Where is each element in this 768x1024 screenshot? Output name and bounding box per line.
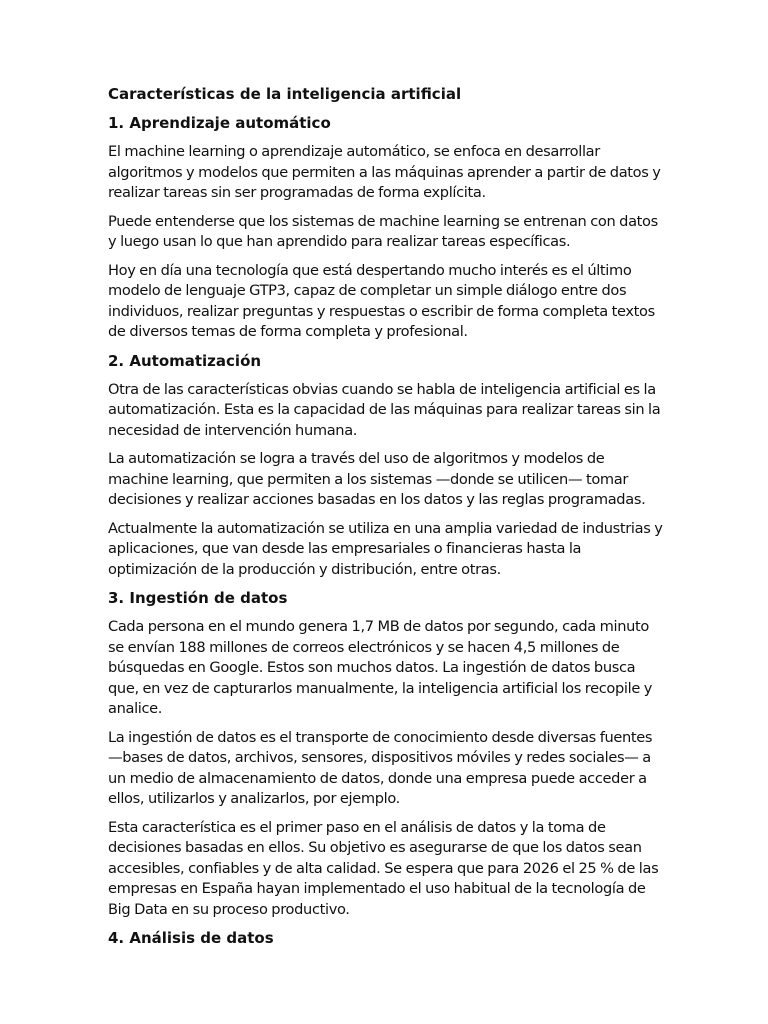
section-heading: 2. Automatización — [108, 351, 262, 370]
paragraph: Otra de las características obvias cuando se habla de inteligencia artificial es la automatización. Esta es la capacidad de las máquinas para realizar tareas sin la necesidad de intervención humana. — [108, 380, 661, 439]
section-heading: 4. Análisis de datos — [108, 929, 274, 947]
paragraph: La ingestión de datos es el transporte de conocimiento desde diversas fuentes —bases de datos, archivos, sensores, dispositivos móviles y redes sociales— a un medio de almacenamiento de datos, donde una empresa puede acceder a ellos, utilizarlos y analizarlos, por ejemplo. — [108, 728, 653, 807]
paragraph: Actualmente la automatización se utiliza en una amplia variedad de industrias y aplicaciones, que van desde las empresariales o financieras hasta la optimización de la producción y distribución, entre otras. — [108, 519, 663, 578]
paragraph: Hoy en día una tecnología que está despertando mucho interés es el último modelo de lenguaje GTP3, capaz de completar un simple diálogo entre dos individuos, realizar preguntas y respuestas o escribir de forma completa textos de diversos temas de forma completa y profesional. — [108, 261, 655, 340]
section-aprendizaje-automatico — [108, 113, 664, 343]
document-title: Características de la inteligencia artificial — [108, 85, 462, 103]
paragraph: Cada persona en el mundo genera 1,7 MB de datos por segundo, cada minuto se envían 188 millones de correos electrónicos y se hacen 4,5 millones de búsquedas en Google. Estos son muchos datos. La ingestión de datos busca que, en vez de capturarlos manualmente, la inteligencia artificial los recopile y analice. — [108, 618, 653, 717]
paragraph: Puede entenderse que los sistemas de machine learning se entrenan con datos y luego usan lo que han aprendido para realizar tareas específicas. — [108, 212, 658, 250]
paragraph: El machine learning o aprendizaje automático, se enfoca en desarrollar algoritmos y modelos que permiten a las máquinas aprender a partir de datos y realizar tareas sin ser programadas de forma explícita. — [108, 143, 661, 201]
section-ingestion-de-datos — [108, 588, 664, 920]
document-page — [108, 84, 664, 957]
section-automatizacion — [108, 351, 664, 581]
paragraph: Esta característica es el primer paso en el análisis de datos y la toma de decisiones basadas en ellos. Su objetivo es asegurarse de que los datos sean accesibles, confiables y de alta calidad. Se espera que para 2026 el 25 % de las empresas en España hayan implementado el uso habitual de la tecnología de Big Data en su proceso productivo. — [108, 818, 659, 918]
paragraph: La automatización se logra a través del uso de algoritmos y modelos de machine learning, que permiten a los sistemas —donde se utilicen— tomar decisiones y realizar acciones basadas en los datos y las reglas programadas. — [108, 450, 646, 508]
section-analisis-de-datos — [108, 928, 664, 948]
section-heading: 1. Aprendizaje automático — [108, 114, 331, 132]
section-heading: 3. Ingestión de datos — [108, 589, 288, 607]
